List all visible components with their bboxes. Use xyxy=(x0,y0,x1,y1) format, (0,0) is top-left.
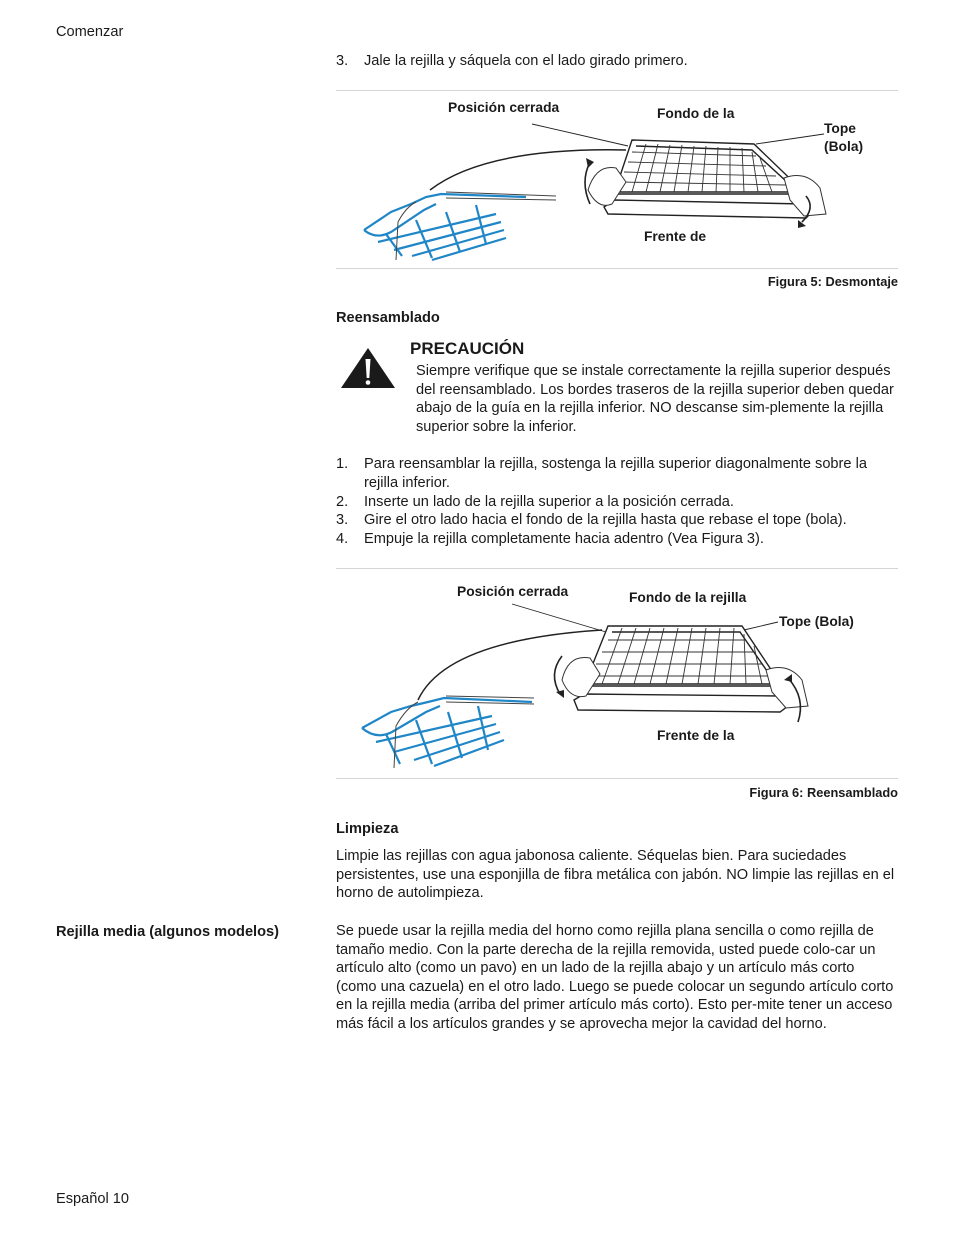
step-text: Empuje la rejilla completamente hacia adentro (Vea Figura 3). xyxy=(364,531,764,547)
step-number: 3. xyxy=(336,512,349,528)
rack-reassembly-illustration xyxy=(336,570,898,778)
caution-title: PRECAUCIÓN xyxy=(410,339,525,358)
page-number: Español 10 xyxy=(56,1191,130,1207)
list-item xyxy=(336,493,898,512)
label-rack-front: Frente de xyxy=(644,229,707,244)
list-item xyxy=(336,52,898,71)
section-heading: Limpieza xyxy=(336,821,399,837)
label-closed-position: Posición cerrada xyxy=(457,584,569,599)
figure-rule-top xyxy=(336,90,898,91)
figure-caption: Figura 6: Reensamblado xyxy=(749,785,898,800)
label-closed-position: Posición cerrada xyxy=(448,100,560,115)
list-item xyxy=(336,511,898,530)
section-heading: Reensamblado xyxy=(336,310,440,326)
figure-caption: Figura 5: Desmontaje xyxy=(767,274,898,289)
step-number: 1. xyxy=(336,456,349,472)
step-text: Inserte un lado de la rejilla superior a la posición cerrada. xyxy=(364,494,734,510)
label-rack-front: Frente de la xyxy=(657,728,735,743)
label-rack-back: Fondo de la xyxy=(657,106,735,121)
figure-rule-bottom xyxy=(336,268,898,269)
label-stop-ball: Tope (Bola) xyxy=(824,121,864,154)
step-number: 4. xyxy=(336,531,349,547)
list-item xyxy=(336,530,898,549)
step-number: 2. xyxy=(336,494,349,510)
label-rack-back: Fondo de la rejilla xyxy=(629,590,747,605)
cleaning-paragraph: Limpie las rejillas con agua jabonosa caliente. Séquelas bien. Para suciedades persistentes, use una esponjilla de fibra metálica con jabón. NO limpie las rejillas en el horno de autolimpieza. xyxy=(336,848,895,902)
warning-icon xyxy=(340,347,396,389)
figure-rule-top xyxy=(336,568,898,569)
label-stop-ball: Tope (Bola) xyxy=(779,614,854,629)
list-item xyxy=(336,455,898,492)
middle-rack-paragraph: Se puede usar la rejilla media del horno como rejilla plana sencilla o como rejilla de tamaño medio. Con la parte derecha de la rejilla removida, usted puede colo-car un artículo alto (como un pavo) en un lado de la rejilla abajo y un artículo más corto (como una cazuela) en el otro lado. Luego se puede colocar un segundo artículo corto en la rejilla media (arriba del primer artículo más corto). Esto per-mite tener un acceso más fácil a los artículos grandes y se aprovecha mejor la cavidad del horno. xyxy=(336,923,894,1032)
step-text: Para reensamblar la rejilla, sostenga la rejilla superior diagonalmente sobre la rejilla inferior. xyxy=(364,456,867,491)
caution-text: Siempre verifique que se instale correctamente la rejilla superior después del reensamblado. Los bordes traseros de la rejilla superior deben quedar abajo de la guía en la rejilla inferior. NO descanse sim-plemente la rejilla superior sobre la inferior. xyxy=(416,363,894,435)
step-text: Jale la rejilla y sáquela con el lado girado primero. xyxy=(364,53,688,69)
rack-removal-illustration xyxy=(336,92,898,268)
running-header: Comenzar xyxy=(56,24,124,40)
step-text: Gire el otro lado hacia el fondo de la rejilla hasta que rebase el tope (bola). xyxy=(364,512,847,528)
step-number: 3. xyxy=(336,53,349,69)
side-heading: Rejilla media (algunos modelos) xyxy=(56,924,280,940)
figure-rule-bottom xyxy=(336,778,898,779)
